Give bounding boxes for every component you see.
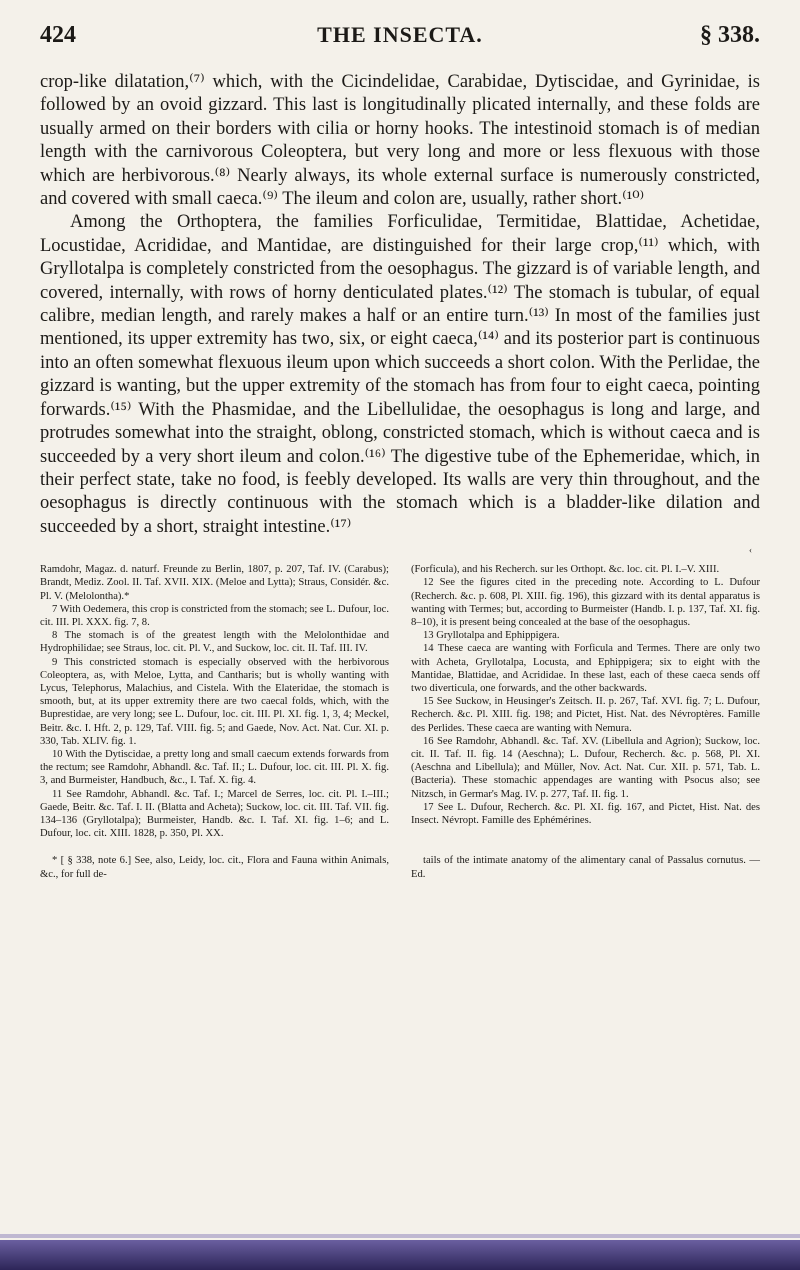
paragraph-orthoptera: Among the Orthoptera, the families Forficulidae, Termitidae, Blattidae, Achetidae, Locustidae, Acrididae, and Mantidae, are distinguished for their large crop,⁽¹¹⁾ which, with Gryllotalpa is completely constricted from the oesophagus. The gizzard is of variable length, and covered, internally, with rows of horny denticulated plates.⁽¹²⁾ The stomach is tubular, of equal calibre, median length, and rarely makes a half or an entire turn.⁽¹³⁾ In most of the families just mentioned, its upper extremity has two, six, or eight caeca,⁽¹⁴⁾ and its posterior part is continuous into an often somewhat flexuous ileum upon which succeeds a short colon. With the Perlidae, the gizzard is wanting, but the upper extremity of the stomach has from four to eight caeca, pointing forwards.⁽¹⁵⁾ With the Phasmidae, and the Libellulidae, the oesophagus is long and large, and protrudes somewhat into the straight, oblong, constricted stomach, which is without caeca and is succeeded by a very short ileum and colon.⁽¹⁶⁾ The digestive tube of the Ephemeridae, which, in their perfect state, take no food, is feebly developed. Its walls are very thin throughout, and the oesophagus is directly continuous with the stomach which is a bladder-like dilation and succeeded by a short, straight intestine.⁽¹⁷⁾ (40, 212, 760, 537)
editor-note (40, 854, 760, 880)
section-number: § 338. (700, 22, 760, 48)
footnote: 12 See the figures cited in the preceding note. According to L. Dufour (Recherch. &c. p. 608, Pl. XIII. fig. 196), this gizzard with its dental apparatus is wanting with Termes; but, according to Burmeister (Handb. I. p. 137, Taf. XI. fig. 8–10), it is present being concealed at the base of the oesophagus. (411, 577, 760, 628)
running-title: THE INSECTA. (317, 22, 483, 47)
page (40, 22, 760, 881)
bottom-edge-band (0, 1240, 800, 1270)
footnote: 7 With Oedemera, this crop is constricted from the stomach; see L. Dufour, loc. cit. III. Pl. XXX. fig. 7, 8. (40, 603, 389, 628)
footnotes (40, 563, 760, 840)
footnote: 10 With the Dytiscidae, a pretty long and small caecum extends forwards from the rectum; see Ramdohr, Abhandl. &c. Taf. II.; L. Dufour, loc. cit. III. Pl. X. fig. 3, and Burmeister, Handbuch, &c., I. Taf. X. fig. 4. (40, 748, 389, 787)
page-number: 424 (40, 22, 76, 48)
footnotes-right-column (411, 563, 760, 840)
running-header (40, 22, 760, 55)
footnotes-left-column (40, 563, 389, 840)
footnote: (Forficula), and his Recherch. sur les Orthopt. &c. loc. cit. Pl. I.–V. XIII. (411, 564, 720, 576)
editor-note-right: tails of the intimate anatomy of the alimentary canal of Passalus cornutus. — Ed. (411, 855, 760, 880)
footnote: Ramdohr, Magaz. d. naturf. Freunde zu Berlin, 1807, p. 207, Taf. IV. (Carabus); Brandt, Mediz. Zool. II. Taf. XVII. XIX. (Meloe and Lytta); Straus, Considér. &c. Pl. V. (Melolontha).* (40, 564, 389, 602)
main-text (40, 71, 760, 539)
footnote: 8 The stomach is of the greatest length with the Melolonthidae and Hydrophilidae; see Straus, loc. cit. Pl. V., and Suckow, loc. cit. II. Taf. III. IV. (40, 630, 389, 655)
footnote: 15 See Suckow, in Heusinger's Zeitsch. II. p. 267, Taf. XVI. fig. 7; L. Dufour, Recherch. &c. Pl. XIII. fig. 198; and Pictet, Hist. Nat. des Névroptères. Famille des Perlides. These caeca are wanting with Nemura. (411, 696, 760, 734)
footnote: 16 See Ramdohr, Abhandl. &c. Taf. XV. (Libellula and Agrion); Suckow, loc. cit. II. Taf. II. fig. 14 (Aeschna); L. Dufour, Recherch. &c. p. 568, Pl. XI. (Aeschna and Libellula); and Müller, Nov. Act. Nat. Cur. XII. p. 571, Tab. L. (Bacteria). These stomachic appendages are wanting with Psocus also; see Nitzsch, in Germar's Mag. IV. p. 277, Taf. II. fig. 1. (411, 735, 760, 800)
margin-mark: ‹ (749, 545, 752, 556)
footnote: 14 These caeca are wanting with Forficula and Termes. There are only two with Acheta, Gryllotalpa, Locusta, and Ephippigera; six to eight with the Mantidae, Blattidae, and Acrididae. In these last, each of these caeca sends off two diverticula, one forwards, and the other backwards. (411, 643, 760, 694)
footnote: 11 See Ramdohr, Abhandl. &c. Taf. I.; Marcel de Serres, loc. cit. Pl. I.–III.; Gaede, Beitr. &c. Taf. I. II. (Blatta and Acheta); Suckow, loc. cit. III. Taf. VII. fig. 134–136 (Gryllotalpa); Burmeister, Handb. &c. I. Taf. XI. fig. 1–6; and L. Dufour, loc. cit. XIII. 1828, p. 350, Pl. XX. (40, 788, 389, 840)
footnote: 9 This constricted stomach is especially observed with the herbivorous Coleoptera, as, with Meloe, Lytta, and Cantharis; but is wholly wanting with Lycus, Telephorus, Malachius, and Cistela. With the Elateridae, the stomach is smooth, but, at its upper extremity there are two caecal folds, which, with the Buprestidae, are very long; see L. Dufour, loc. cit. III. Pl. XI. fig. 1, 3, 4; Meckel, Beitr. &c. I. Hft. 2, p. 129, Taf. VIII. fig. 5; and Gaede, Nov. Act. Nat. Cur. XI. p. 330, Tab. XLIV. fig. 1. (40, 656, 389, 747)
footnote: 13 Gryllotalpa and Ephippigera. (423, 630, 560, 642)
editor-note-left: * [ § 338, note 6.] See, also, Leidy, loc. cit., Flora and Fauna within Animals, &c., for full de- (40, 855, 389, 880)
paragraph-coleoptera: crop-like dilatation,⁽⁷⁾ which, with the Cicindelidae, Carabidae, Dytiscidae, and Gyrinidae, is followed by an ovoid gizzard. This last is longitudinally plicated internally, and these folds are usually armed on their borders with cilia or horny hooks. The intestinoid stomach is of median length with the carnivorous Coleoptera, but very long and more or less flexuous with those which are herbivorous.⁽⁸⁾ Nearly always, its whole external surface is numerously constricted, and covered with small caeca.⁽⁹⁾ The ileum and colon are, usually, rather short.⁽¹⁰⁾ (40, 72, 760, 210)
footnote: 17 See L. Dufour, Recherch. &c. Pl. XI. fig. 167, and Pictet, Hist. Nat. des Insect. Névropt. Famille des Ephémérines. (411, 801, 760, 826)
